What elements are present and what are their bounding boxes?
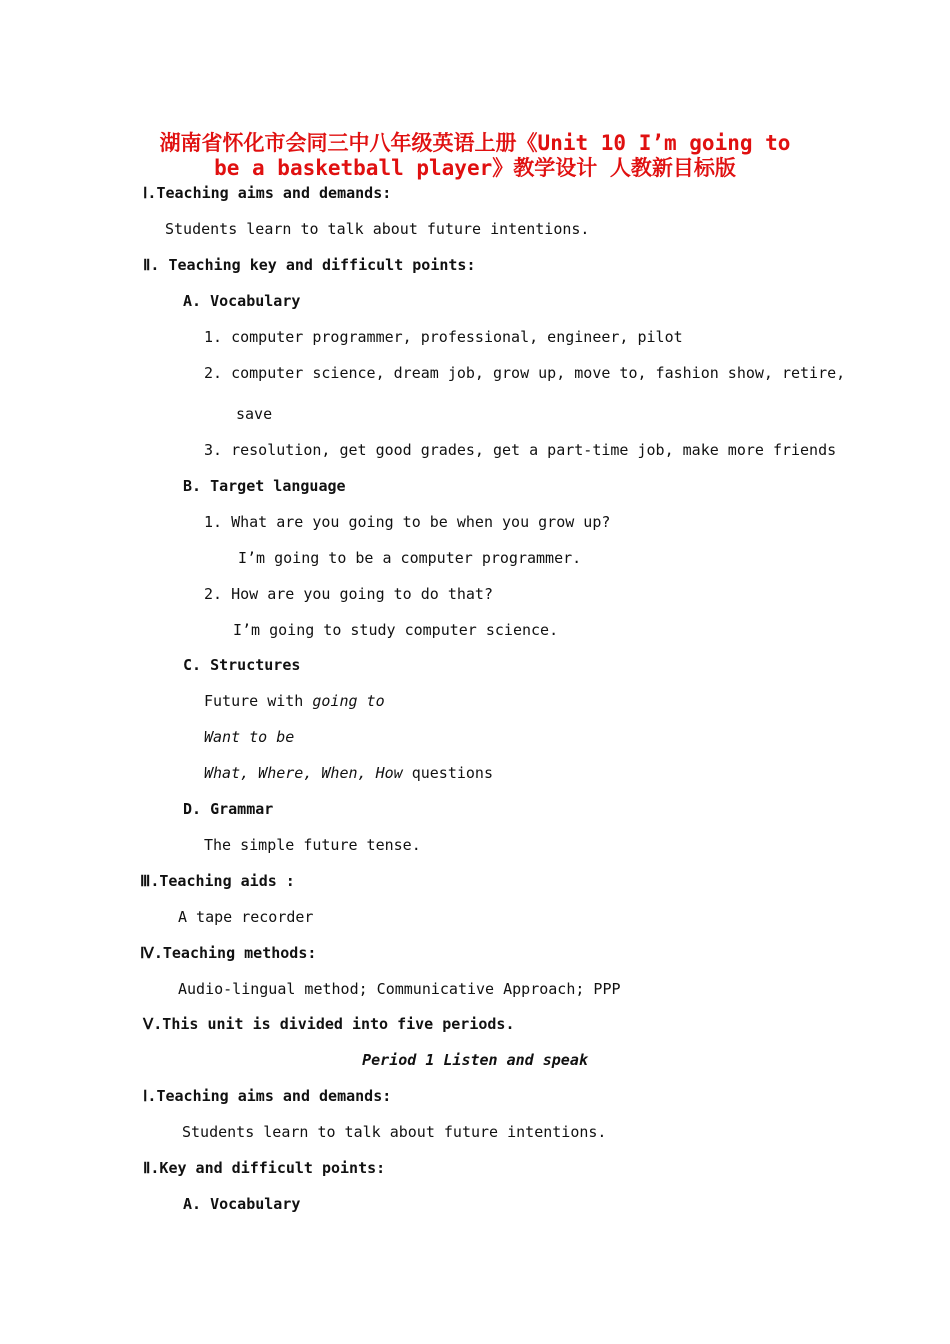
structure-questions-suffix: questions — [402, 764, 493, 782]
section-3-text: A tape recorder — [178, 908, 314, 926]
structures-heading: C. Structures — [183, 656, 301, 674]
target-language-heading: B. Target language — [183, 477, 346, 495]
grammar-text: The simple future tense. — [204, 836, 421, 854]
structure-going-to: going to — [312, 692, 385, 710]
target-language-question-1: 1. What are you going to be when you grow up? — [204, 513, 611, 531]
target-language-answer-1: I’m going to be a computer programmer. — [238, 549, 582, 567]
section-1-text: Students learn to talk about future intentions. — [165, 220, 590, 238]
vocabulary-heading: A. Vocabulary — [183, 292, 301, 310]
period-1-aims-heading: Ⅰ.Teaching aims and demands: — [143, 1087, 392, 1105]
vocabulary-item-3: 3. resolution, get good grades, get a part-time job, make more friends — [204, 441, 837, 459]
vocabulary-item-2: 2. computer science, dream job, grow up, move to, fashion show, retire, — [204, 364, 846, 382]
structure-wh-words: What, Where, When, How — [204, 764, 403, 782]
document-title-line-1: 湖南省怀化市会同三中八年级英语上册《Unit 10 I’m going to — [159, 131, 791, 155]
section-3-heading: Ⅲ.Teaching aids : — [140, 872, 295, 890]
section-5-heading: Ⅴ.This unit is divided into five periods. — [143, 1015, 515, 1033]
section-4-text: Audio-lingual method; Communicative Approach; PPP — [178, 980, 621, 998]
document-title-line-2: be a basketball player》教学设计 人教新目标版 — [214, 156, 736, 180]
section-4-heading: Ⅳ.Teaching methods: — [140, 944, 317, 962]
structure-future-prefix: Future with — [204, 692, 313, 710]
target-language-answer-2: I’m going to study computer science. — [233, 621, 559, 639]
structure-future-with — [204, 692, 385, 710]
period-1-key-heading: Ⅱ.Key and difficult points: — [143, 1159, 386, 1177]
period-1-aims-text: Students learn to talk about future intentions. — [182, 1123, 607, 1141]
structure-wh-questions — [204, 764, 493, 782]
section-1-heading: Ⅰ.Teaching aims and demands: — [143, 184, 392, 202]
vocabulary-item-1: 1. computer programmer, professional, engineer, pilot — [204, 328, 683, 346]
period-1-title: Period 1 Listen and speak — [362, 1051, 588, 1069]
structure-want-to-be: Want to be — [204, 728, 295, 746]
section-2-heading: Ⅱ. Teaching key and difficult points: — [143, 256, 476, 274]
grammar-heading: D. Grammar — [183, 800, 274, 818]
period-1-vocabulary-heading: A. Vocabulary — [183, 1195, 301, 1213]
target-language-question-2: 2. How are you going to do that? — [204, 585, 493, 603]
vocabulary-item-2-continued: save — [236, 405, 273, 423]
